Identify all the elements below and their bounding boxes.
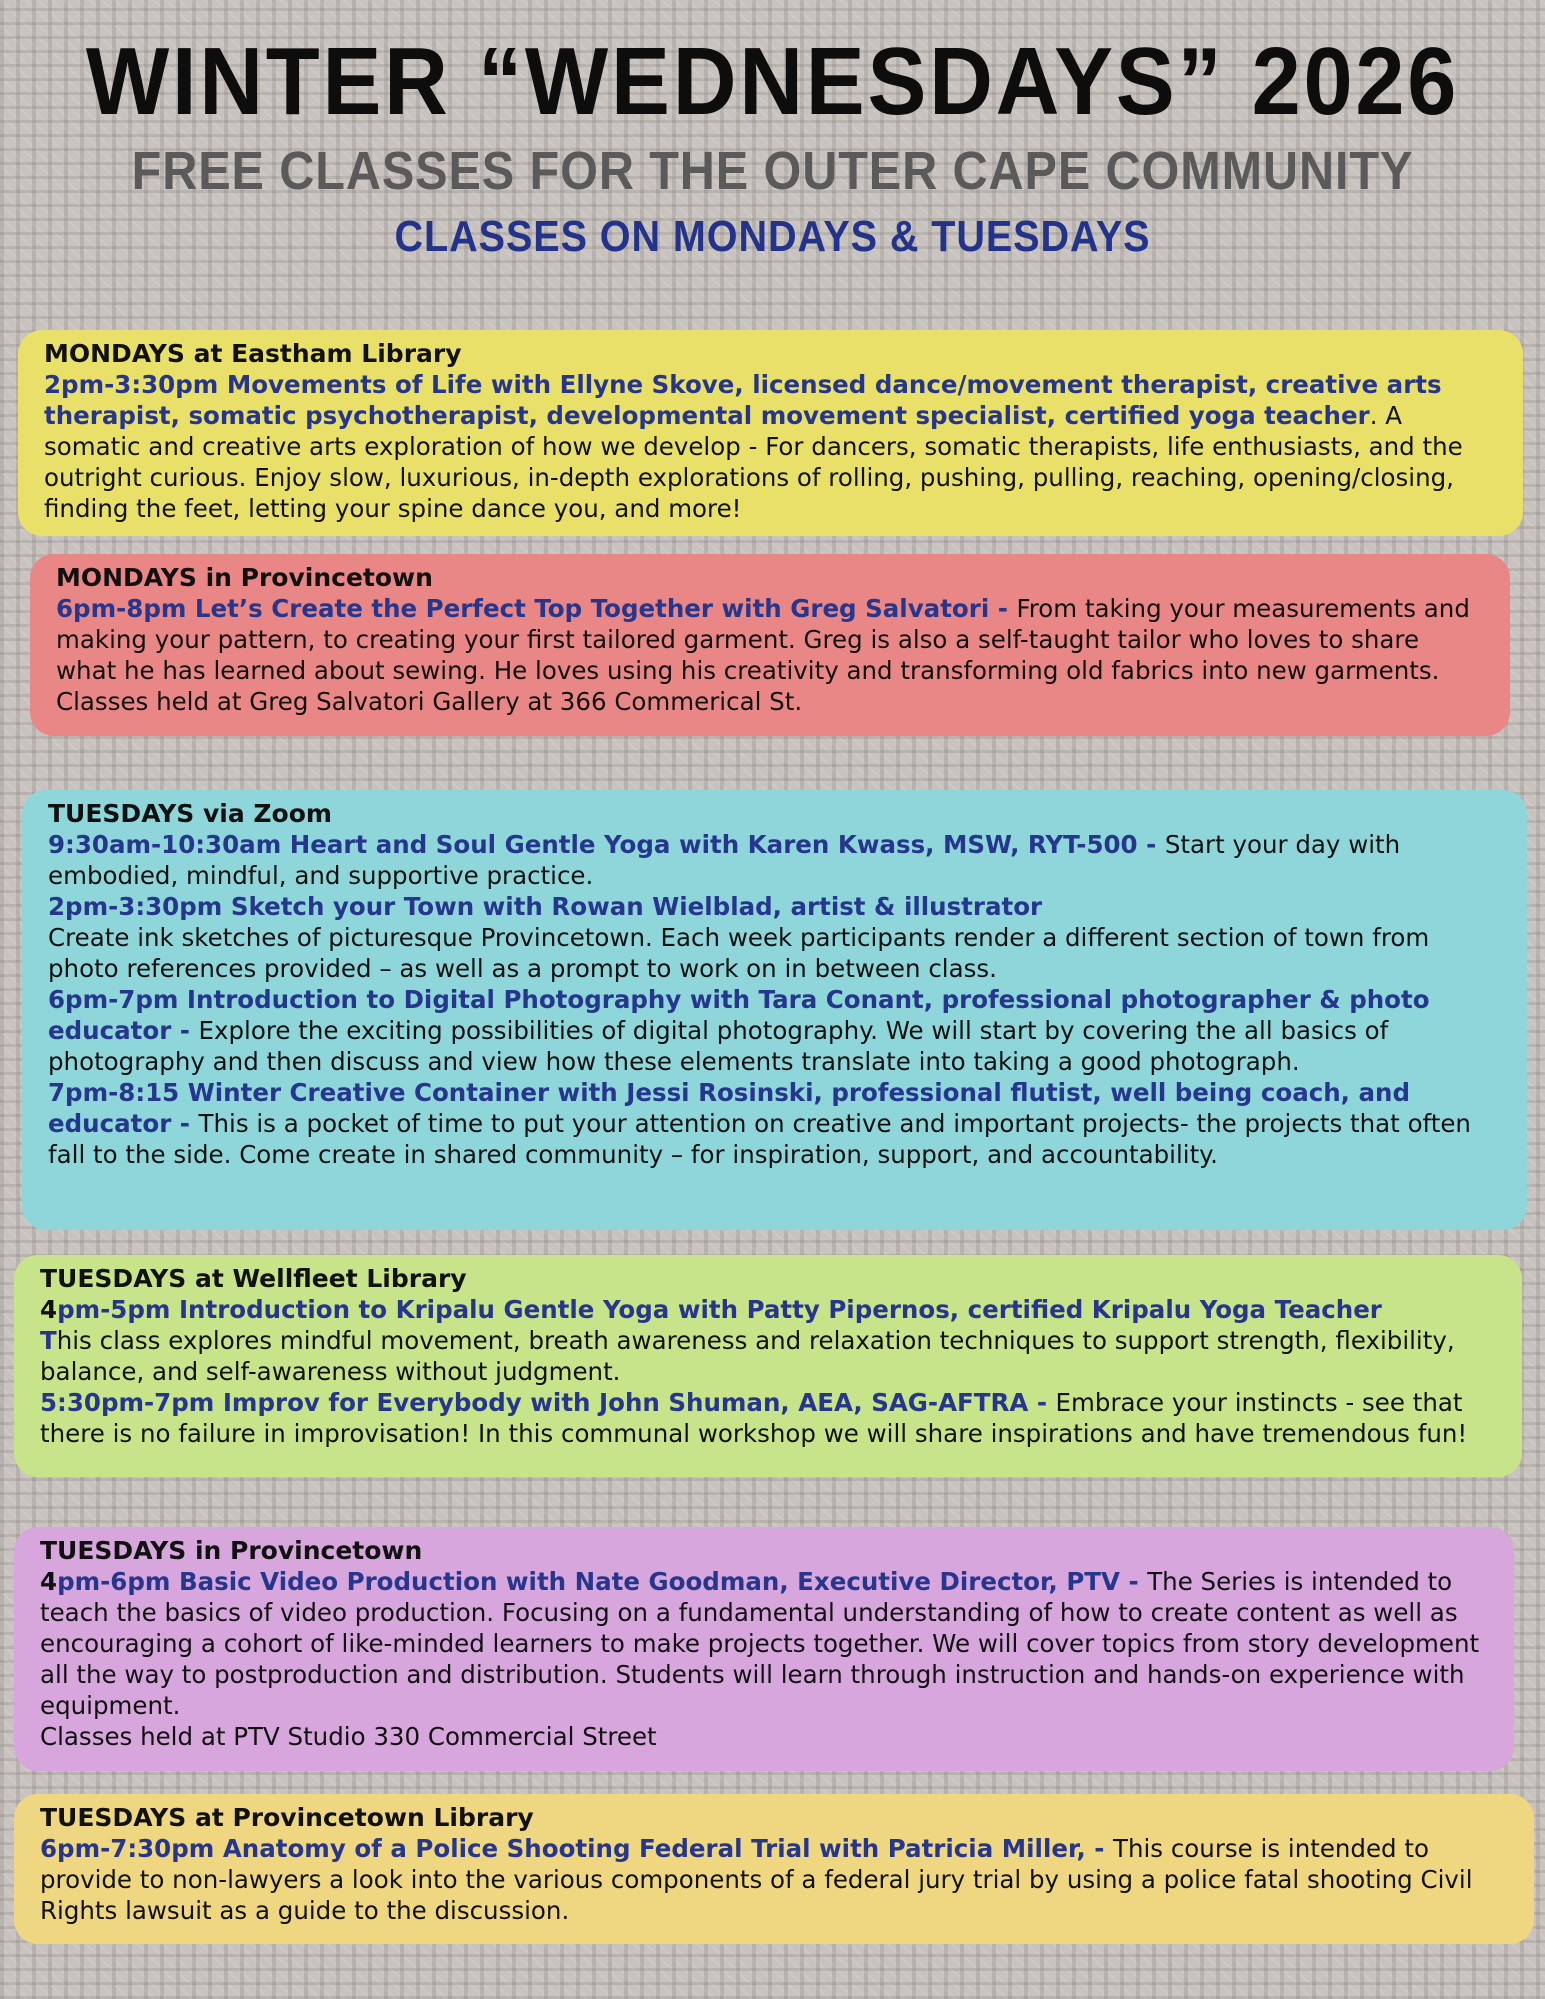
section-heading: MONDAYS at Eastham Library [44, 339, 462, 368]
class-title: 6pm-8pm Let’s Create the Perfect Top Together with Greg Salvatori - [56, 594, 1017, 623]
class-title: 2pm-3:30pm Sketch your Town with Rowan Wielblad, artist & illustrator [48, 892, 1043, 921]
class-description: Start your day with embodied, mindful, and supportive practice. [48, 830, 1401, 890]
section-tuesdays-provincetown-library [14, 1794, 1534, 1944]
class-entry [40, 1294, 1498, 1387]
class-description: Explore the exciting possibilities of digital photography. We will start by covering the all basics of photography and then discuss and view how these elements translate into taking a good photograph. [48, 1016, 1389, 1076]
class-title: 7pm-8:15 Winter Creative Container with Jessi Rosinski, professional flutist, well being coach, and educator - [48, 1078, 1411, 1138]
page-header [0, 30, 1545, 262]
class-entry [48, 1077, 1503, 1170]
class-description: The Series is intended to teach the basics of video production. Focusing on a fundamental understanding of how to create content as well as encouraging a cohort of like-minded learners to make projects together. We will cover topics from story development all the way to postproduction and distribution. Students will learn through instruction and hands-on experience with equipment. [40, 1567, 1480, 1720]
class-entry [40, 1566, 1490, 1721]
section-mondays-eastham [18, 330, 1523, 536]
page-title: WINTER “WEDNESDAYS” 2026 [85, 28, 1460, 135]
class-entry [48, 829, 1503, 891]
section-tuesdays-wellfleet [14, 1255, 1522, 1477]
class-title: 9:30am-10:30am Heart and Soul Gentle Yoga with Karen Kwass, MSW, RYT-500 - [48, 830, 1165, 859]
class-title: pm-6pm Basic Video Production with Nate Goodman, Executive Director, PTV - [57, 1567, 1148, 1596]
section-tuesdays-provincetown [14, 1527, 1514, 1771]
class-title: 2pm-3:30pm Movements of Life with Ellyne Skove, licensed dance/movement therapist, creative arts therapist, somatic psychotherapist, developmental movement specialist, certified yoga teacher [44, 370, 1442, 430]
section-tuesdays-zoom [22, 790, 1527, 1230]
class-description: From taking your measurements and making your pattern, to creating your first tailored garment. Greg is also a self-taught tailor who loves to share what he has learned about sewing. He loves using his creativity and transforming old fabrics into new garments. Classes held at Greg Salvatori Gallery at 366 Commerical St. [56, 594, 1470, 716]
class-title: 6pm-7pm Introduction to Digital Photography with Tara Conant, professional photographer & photo educator - [48, 985, 1430, 1045]
class-entry [48, 891, 1503, 984]
class-entry [44, 369, 1499, 524]
page-subtitle-days: CLASSES ON MONDAYS & TUESDAYS [394, 212, 1151, 261]
class-title: 5:30pm-7pm Improv for Everybody with John Shuman, AEA, SAG-AFTRA - [40, 1388, 1056, 1417]
class-entry [48, 984, 1503, 1077]
class-description: This is a pocket of time to put your attention on creative and important projects- the projects that often fall to the side. Come create in shared community – for inspiration, support, and accountability. [48, 1109, 1471, 1169]
section-heading: MONDAYS in Provincetown [56, 563, 433, 592]
class-description: his class explores mindful movement, breath awareness and relaxation techniques to support strength, flexibility, balance, and self-awareness without judgment. [40, 1326, 1455, 1386]
class-entry [56, 593, 1486, 717]
class-title: pm-5pm Introduction to Kripalu Gentle Yoga with Patty Pipernos, certified Kripalu Yoga Teacher [57, 1295, 1382, 1324]
class-entry [40, 1833, 1510, 1926]
page-subtitle: FREE CLASSES FOR THE OUTER CAPE COMMUNITY [131, 141, 1414, 201]
class-title: 6pm-7:30pm Anatomy of a Police Shooting Federal Trial with Patricia Miller, - [40, 1834, 1113, 1863]
class-entry [40, 1387, 1498, 1449]
class-description-lead: T [40, 1326, 57, 1355]
class-description: Embrace your instincts - see that there is no failure in improvisation! In this communal workshop we will share inspirations and have tremendous fun! [40, 1388, 1468, 1448]
class-location-note: Classes held at PTV Studio 330 Commercial Street [40, 1722, 657, 1751]
class-time-lead: 4 [40, 1567, 58, 1596]
section-heading: TUESDAYS at Wellfleet Library [40, 1264, 467, 1293]
class-time-lead: 4 [40, 1295, 58, 1324]
class-description: This course is intended to provide to non-lawyers a look into the various components of a federal jury trial by using a police fatal shooting Civil Rights lawsuit as a guide to the discussion. [40, 1834, 1473, 1925]
class-description: . A somatic and creative arts exploration of how we develop - For dancers, somatic therapists, life enthusiasts, and the outright curious. Enjoy slow, luxurious, in-depth explorations of rolling, pushing, pulling, reaching, opening/closing, finding the feet, letting your spine dance you, and more! [44, 401, 1463, 523]
section-heading: TUESDAYS at Provincetown Library [40, 1803, 534, 1832]
section-heading: TUESDAYS in Provincetown [40, 1536, 423, 1565]
section-heading: TUESDAYS via Zoom [48, 799, 332, 828]
section-mondays-provincetown [30, 554, 1510, 736]
class-description: Create ink sketches of picturesque Provincetown. Each week participants render a different section of town from photo references provided – as well as a prompt to work on in between class. [48, 923, 1430, 983]
